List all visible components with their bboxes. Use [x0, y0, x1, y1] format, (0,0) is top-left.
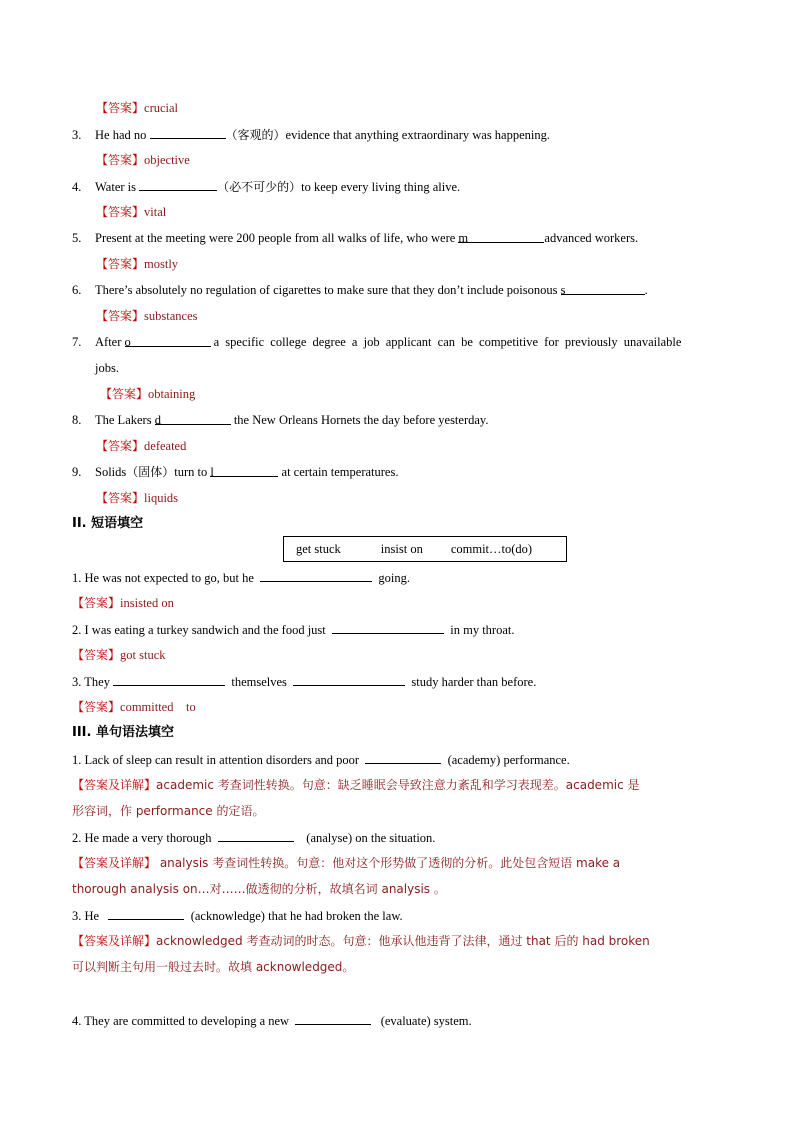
grammar-answer-3: 【答案及详解】acknowledged 考查动词的时态。句意：他承认他违背了法律，通过 that 后的 had broken	[72, 934, 650, 948]
vocab-question-3: 3. He had no （客观的）evidence that anything extraordinary was happening.	[72, 128, 551, 142]
answer-3: 【答案】objective	[96, 153, 190, 167]
vocab-question-6: 6. There’s absolutely no regulation of cigarettes to make sure that they don’t include poisonous s .	[72, 283, 648, 297]
phrase-question-2: 2. I was eating a turkey sandwich and the food just in my throat.	[72, 623, 515, 637]
answer-blank[interactable]	[108, 907, 184, 920]
answer-8: 【答案】defeated	[96, 439, 187, 453]
phrase-item: commit…to(do)	[450, 541, 533, 556]
grammar-answer-2: 【答案及详解】 analysis 考查词性转换。句意：他对这个形势做了透彻的分析。此处包含短语 make a	[72, 856, 621, 870]
answer-blank[interactable]	[113, 673, 225, 686]
answer-5: 【答案】mostly	[96, 257, 179, 271]
answer-blank[interactable]: l	[210, 464, 278, 477]
section-2-heading: II. 短语填空	[72, 516, 144, 531]
phrase-question-3: 3. They themselves study harder than before.	[72, 675, 537, 689]
answer-6: 【答案】substances	[96, 309, 198, 323]
answer-blank[interactable]	[293, 673, 405, 686]
grammar-question-4: 4. They are committed to developing a new (evaluate) system.	[72, 1014, 472, 1028]
answer-blank[interactable]	[332, 621, 444, 634]
section-3-heading: III. 单句语法填空	[72, 725, 174, 740]
answer-7: 【答案】obtaining	[100, 387, 196, 401]
vocab-question-7-cont: jobs.	[95, 361, 119, 375]
vocab-question-8: 8. The Lakers d the New Orleans Hornets the day before yesterday.	[72, 413, 489, 427]
phrase-answer-1: 【答案】insisted on	[72, 596, 174, 610]
answer-blank[interactable]: m	[458, 230, 544, 243]
grammar-question-2: 2. He made a very thorough (analyse) on the situation.	[72, 831, 436, 845]
grammar-question-1: 1. Lack of sleep can result in attention disorders and poor (academy) performance.	[72, 753, 570, 767]
answer-blank[interactable]	[365, 751, 441, 764]
phrase-question-1: 1. He was not expected to go, but he going.	[72, 571, 411, 585]
answer-blank[interactable]: o	[125, 334, 211, 347]
answer-9: 【答案】liquids	[96, 491, 179, 505]
answer-blank[interactable]	[218, 829, 294, 842]
answer-blank[interactable]	[150, 126, 226, 139]
vocab-question-5: 5. Present at the meeting were 200 people from all walks of life, who were m advanced workers.	[72, 231, 639, 245]
answer-4: 【答案】vital	[96, 205, 167, 219]
grammar-answer-3-cont: 可以判断主句用一般过去时。故填 acknowledged。	[72, 960, 355, 974]
answer-blank[interactable]	[295, 1012, 371, 1025]
answer-blank[interactable]: s	[561, 282, 645, 295]
vocab-question-7: 7. After o a specific college degree a job applicant can be competitive for previously unavailable	[72, 335, 682, 349]
grammar-answer-1-cont: 形容词，作 performance 的定语。	[72, 804, 265, 818]
phrase-box	[283, 536, 567, 562]
grammar-question-3: 3. He (acknowledge) that he had broken the law.	[72, 909, 403, 923]
phrase-answer-2: 【答案】got stuck	[72, 648, 166, 662]
vocab-question-9: 9. Solids（固体）turn to l at certain temperatures.	[72, 465, 399, 479]
phrase-item: get stuck	[296, 541, 341, 556]
grammar-answer-2-cont: thorough analysis on…对……做透彻的分析，故填名词 analysis 。	[72, 882, 446, 896]
answer-blank[interactable]: d	[155, 412, 231, 425]
grammar-answer-1: 【答案及详解】academic 考查词性转换。句意：缺乏睡眠会导致注意力紊乱和学习表现差。academic 是	[72, 778, 640, 792]
answer-blank[interactable]	[260, 569, 372, 582]
phrase-answer-3: 【答案】committed to	[72, 700, 196, 714]
vocab-question-4: 4. Water is （必不可少的）to keep every living thing alive.	[72, 180, 461, 194]
phrase-item: insist on	[380, 541, 423, 556]
answer-prev: 【答案】crucial	[96, 101, 179, 115]
answer-blank[interactable]	[139, 178, 217, 191]
